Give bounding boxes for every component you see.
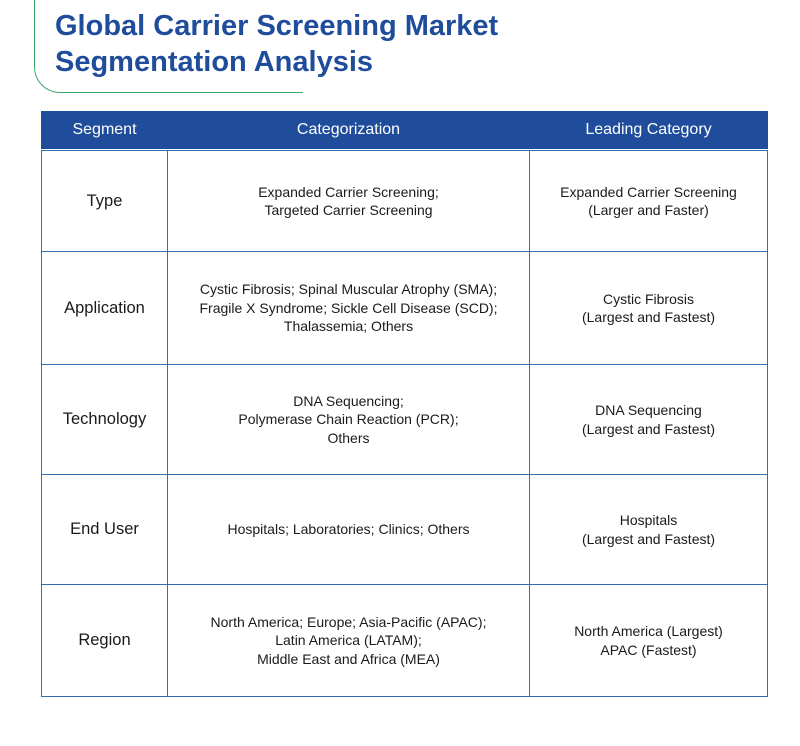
categorization-line: Targeted Carrier Screening — [264, 202, 433, 218]
page-title — [55, 8, 655, 80]
table-row-end-user — [42, 475, 768, 585]
leading-line: Expanded Carrier Screening — [560, 183, 737, 200]
categorization-line: Polymerase Chain Reaction (PCR); — [238, 411, 459, 428]
leading-line: APAC (Fastest) — [600, 641, 697, 658]
leading-line: North America (Largest) — [574, 623, 723, 639]
segment-cell: Application — [42, 252, 168, 365]
header-segment: Segment — [42, 112, 168, 149]
categorization-cell — [168, 151, 530, 252]
page-title-line-1: Global Carrier Screening Market — [55, 10, 499, 42]
table-row-region — [42, 585, 768, 697]
leading-line: Cystic Fibrosis — [602, 290, 694, 307]
categorization-cell — [168, 252, 530, 365]
leading-category-cell — [530, 475, 768, 585]
categorization-line: Expanded Carrier Screening; — [258, 183, 439, 200]
categorization-line: Cystic Fibrosis; Spinal Muscular Atrophy (SMA); — [199, 281, 498, 298]
leading-line: DNA Sequencing — [595, 402, 702, 418]
leading-category-cell — [530, 252, 768, 365]
table-row-application — [42, 252, 768, 365]
categorization-line: Hospitals; Laboratories; Clinics; Others — [227, 521, 470, 538]
segment-cell: Type — [42, 151, 168, 252]
table-header-row — [42, 112, 768, 149]
leading-line: Hospitals — [619, 512, 678, 528]
categorization-line: Middle East and Africa (MEA) — [257, 650, 440, 667]
header-categorization: Categorization — [168, 112, 530, 149]
leading-line: (Largest and Fastest) — [581, 420, 716, 437]
segment-cell: Region — [42, 585, 168, 697]
categorization-line: DNA Sequencing; — [293, 392, 404, 409]
header-leading-category: Leading Category — [530, 112, 768, 149]
categorization-line: Thalassemia; Others — [283, 318, 414, 335]
categorization-line: North America; Europe; Asia-Pacific (APAC); — [210, 613, 487, 630]
categorization-line: Latin America (LATAM); — [275, 632, 422, 649]
categorization-cell — [168, 365, 530, 475]
leading-line: (Largest and Fastest) — [581, 530, 716, 547]
segment-cell: Technology — [42, 365, 168, 475]
page-title-line-2: Segmentation Analysis — [55, 46, 374, 78]
leading-line: (Larger and Faster) — [588, 202, 709, 218]
categorization-line: Others — [327, 429, 370, 446]
table-row-technology — [42, 365, 768, 475]
leading-category-cell — [530, 585, 768, 697]
categorization-line: Fragile X Syndrome; Sickle Cell Disease (SCD); — [199, 299, 498, 316]
leading-line: (Largest and Fastest) — [581, 309, 716, 325]
categorization-cell — [168, 585, 530, 697]
leading-category-cell — [530, 365, 768, 475]
categorization-cell — [168, 475, 530, 585]
segmentation-table — [41, 111, 768, 697]
segment-cell: End User — [42, 475, 168, 585]
leading-category-cell — [530, 151, 768, 252]
table-row-type — [42, 151, 768, 252]
